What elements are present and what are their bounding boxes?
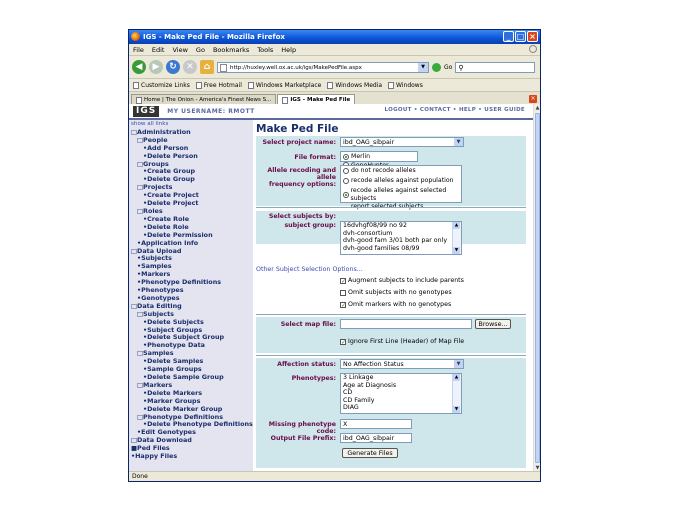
browser-window (128, 29, 541, 482)
sidebar-item[interactable]: •Create Project (143, 191, 199, 200)
divider (256, 207, 526, 208)
project-panel (256, 136, 526, 206)
sidebar-item[interactable]: •Delete Permission (143, 230, 213, 239)
missing-code-label: Missing phenotype code: (268, 421, 336, 435)
menu-bookmarks[interactable]: Bookmarks (212, 45, 250, 54)
navigation-toolbar (129, 56, 540, 79)
affection-select[interactable] (340, 359, 464, 369)
sidebar-item[interactable]: •Delete Project (143, 199, 199, 208)
bookmark-label: Windows Marketplace (255, 81, 322, 89)
sidebar-item[interactable]: •Marker Groups (143, 396, 201, 405)
sidebar-item[interactable]: •Delete Markers (143, 388, 203, 397)
sidebar-item[interactable]: •Delete Marker Group (143, 404, 223, 413)
close-tab-icon[interactable]: × (530, 95, 536, 102)
map-panel (256, 317, 526, 353)
recode-option-label: recode alleles against population (351, 177, 454, 184)
sidebar-item[interactable]: •Application Info (137, 238, 199, 247)
omit-markers-checkbox[interactable] (340, 301, 451, 308)
affection-value: No Affection Status (343, 361, 404, 368)
recode-label-line: frequency options: (269, 181, 336, 188)
sidebar-item[interactable]: •Subject Groups (143, 325, 203, 334)
sidebar-item[interactable]: □Projects (137, 183, 173, 192)
username-label: MY USERNAME: RMOTT (167, 107, 255, 115)
recode-label-line: Allele recoding and allele (267, 167, 336, 181)
list-item[interactable]: CD Family (343, 396, 375, 404)
recode-population-radio[interactable] (343, 177, 454, 185)
top-links[interactable]: LOGOUT • CONTACT • HELP • USER GUIDE (384, 107, 525, 113)
sidebar-item[interactable]: □Phenotype Definitions (137, 412, 224, 421)
throbber-icon (529, 45, 537, 53)
sidebar-item[interactable]: □Roles (137, 206, 163, 215)
site-header (129, 104, 533, 120)
page-icon (248, 82, 254, 89)
list-item[interactable]: 3 Linkage (343, 374, 374, 381)
project-value: ibd_OAG_sibpair (343, 139, 395, 146)
sidebar-item[interactable]: •Create Group (143, 167, 196, 176)
sidebar-item[interactable]: □Data Editing (131, 301, 182, 310)
close-button[interactable]: × (527, 31, 538, 42)
bookmark-item[interactable] (248, 82, 321, 89)
go-label[interactable]: Go (444, 63, 453, 71)
menu-file[interactable]: File (133, 45, 144, 54)
list-scrollbar[interactable] (452, 374, 461, 413)
menu-tools[interactable]: Tools (257, 45, 274, 54)
sidebar-item[interactable]: •Delete Subjects (143, 317, 204, 326)
firefox-icon (131, 32, 140, 41)
format-radio-group (340, 151, 418, 162)
stop-icon[interactable]: ✕ (183, 60, 197, 74)
bookmark-item[interactable] (327, 82, 382, 89)
recode-none-radio[interactable] (343, 167, 416, 175)
subject-group-label: subject group: (284, 222, 336, 229)
project-label: Select project name: (262, 139, 336, 146)
page-icon (388, 82, 394, 89)
prefix-label: Output File Prefix: (270, 435, 336, 442)
sidebar-item[interactable]: •Genotypes (137, 293, 180, 302)
minimize-button[interactable]: _ (503, 31, 514, 42)
scroll-up-icon[interactable]: ▲ (454, 223, 459, 228)
search-input[interactable] (455, 62, 535, 73)
sidebar-item[interactable]: ■Ped Files (131, 444, 170, 453)
sidebar-item[interactable]: •Subjects (137, 254, 172, 263)
window-title: IGS - Make Ped File - Mozilla Firefox (143, 33, 285, 41)
list-item[interactable]: dvh-good families 08/99 (343, 244, 420, 252)
page-icon (220, 64, 227, 72)
tab-label: Home | The Onion - America's Finest News S... (144, 97, 272, 103)
forward-arrow-icon[interactable]: ▶ (149, 60, 163, 74)
radio-dot (343, 154, 349, 160)
list-item[interactable]: CD (343, 389, 353, 397)
sidebar-item[interactable]: •Happy Files (131, 452, 178, 461)
scroll-up-icon[interactable]: ▲ (454, 375, 459, 380)
page-content (129, 104, 533, 472)
augment-parents-checkbox[interactable] (340, 277, 464, 284)
subject-group-list[interactable] (340, 221, 462, 255)
url-bar[interactable] (217, 62, 429, 73)
chevron-down-icon: ▼ (454, 138, 463, 146)
home-icon[interactable]: ⌂ (200, 60, 214, 74)
sidebar-item[interactable]: •Phenotypes (137, 286, 184, 295)
sidebar-item[interactable]: •Delete Subject Group (143, 333, 225, 342)
url-dropdown-icon[interactable]: ▼ (418, 63, 428, 72)
map-file-input[interactable] (340, 319, 472, 329)
menu-bar (129, 44, 540, 56)
sidebar-item[interactable]: •Delete Person (143, 151, 198, 160)
radio-dot (343, 178, 349, 184)
checkbox-label: Ignore First Line (Header) of Map File (348, 338, 465, 345)
sidebar-item[interactable]: •Delete Group (143, 175, 195, 184)
recode-subjects-radio[interactable] (343, 187, 459, 203)
list-item[interactable]: dvh-consortium (343, 229, 393, 237)
page-icon (136, 97, 142, 104)
merlin-label: Merlin (351, 153, 371, 160)
page-title: Make Ped File (256, 123, 339, 135)
phenotype-panel (256, 358, 526, 468)
sidebar-item[interactable]: •Phenotype Data (143, 341, 205, 350)
map-label: Select map file: (280, 321, 336, 328)
sidebar-item[interactable]: □Samples (137, 349, 174, 358)
page-icon (327, 82, 333, 89)
recode-label (256, 167, 336, 188)
radio-dot (343, 192, 349, 198)
checkbox-box (340, 290, 346, 296)
prefix-input[interactable]: ibd_OAG_sibpair (340, 433, 412, 443)
sidebar-item[interactable]: •Delete Sample Group (143, 373, 224, 381)
checkbox-label: Omit subjects with no genotypes (348, 289, 452, 296)
list-item[interactable]: dvh-good fam 3/01 both par only (343, 237, 448, 245)
other-selection-link[interactable]: Other Subject Selection Options... (256, 266, 363, 273)
page-scrollbar[interactable] (533, 104, 541, 472)
radio-dot (343, 168, 349, 174)
checkbox-label: Omit markers with no genotypes (348, 301, 452, 308)
bookmark-item[interactable] (196, 82, 242, 89)
recode-option-label: do not recode alleles (351, 167, 416, 174)
sidebar-item[interactable]: •Markers (137, 270, 171, 279)
page-icon (196, 82, 202, 89)
status-bar: Done (129, 471, 540, 481)
search-icon: ⚲ (458, 63, 464, 72)
scroll-down-icon[interactable]: ▼ (454, 248, 459, 253)
bookmark-item[interactable] (388, 82, 423, 89)
sidebar-item[interactable]: •Delete Samples (143, 357, 204, 366)
checkbox-label: Augment subjects to include parents (348, 277, 464, 284)
bookmark-label: Free Hotmail (203, 81, 242, 89)
missing-code-input[interactable]: X (340, 419, 412, 429)
maximize-button[interactable]: □ (516, 32, 525, 41)
sidebar-item[interactable]: □Data Upload (131, 246, 182, 255)
generate-files-button[interactable]: Generate Files (342, 448, 398, 458)
scroll-down-icon[interactable]: ▼ (535, 465, 540, 471)
checkbox-box: ✓ (341, 338, 347, 346)
omit-subjects-checkbox[interactable] (340, 289, 452, 296)
page-icon (133, 82, 139, 89)
sidebar-item[interactable]: □Groups (137, 159, 169, 168)
list-item[interactable]: Age at Diagnosis (343, 381, 397, 389)
scroll-up-icon[interactable]: ▲ (535, 105, 540, 111)
merlin-radio[interactable] (343, 153, 370, 160)
sidebar-item[interactable]: •Delete Phenotype Definitions (143, 420, 253, 429)
main-form (256, 120, 533, 472)
sidebar-item[interactable]: •Create Role (143, 214, 190, 223)
affection-label: Affection status: (277, 361, 336, 368)
reload-icon[interactable]: ↻ (166, 60, 180, 74)
list-scrollbar[interactable] (452, 222, 461, 254)
recode-radio-group (340, 165, 462, 203)
recode-option-label: recode alleles against selected subjects (350, 187, 447, 202)
sidebar-item[interactable]: □Administration (131, 127, 191, 136)
ignore-header-checkbox[interactable] (340, 338, 464, 345)
sidebar-item[interactable]: •Phenotype Definitions (137, 278, 222, 287)
list-item[interactable]: DIAG (343, 404, 359, 412)
bookmark-label: Windows (396, 81, 423, 89)
menu-view[interactable]: View (172, 45, 188, 54)
subjects-label: Select subjects by: (268, 213, 336, 220)
sidebar-item[interactable]: •Delete Role (143, 222, 189, 231)
page-icon (282, 97, 288, 104)
list-item[interactable]: 16dvhgf08/99 no 92 (343, 222, 407, 229)
sidebar-item[interactable]: •Add Person (143, 143, 189, 152)
menu-help[interactable]: Help (281, 45, 297, 54)
subjects-panel (256, 211, 526, 253)
sidebar-item[interactable]: □Subjects (137, 309, 174, 318)
divider (256, 355, 526, 356)
phenotypes-list[interactable] (340, 373, 462, 414)
bookmark-item[interactable] (133, 82, 190, 89)
igs-logo: IGS (133, 106, 159, 117)
title-bar (129, 30, 540, 44)
bookmark-label: Customize Links (141, 81, 190, 89)
menu-go[interactable]: Go (195, 45, 205, 54)
sidebar-item[interactable]: □Markers (137, 380, 173, 389)
browse-button[interactable]: Browse... (475, 319, 511, 329)
checkbox-box: ✓ (341, 277, 347, 285)
bookmark-label: Windows Media (335, 81, 383, 89)
sidebar-item[interactable]: □People (137, 135, 168, 144)
back-arrow-icon[interactable]: ◀ (132, 60, 146, 74)
show-all-links[interactable]: show all links (131, 121, 169, 127)
go-icon[interactable] (432, 63, 441, 72)
chevron-down-icon: ▼ (454, 360, 463, 368)
sidebar-item[interactable]: •Samples (137, 262, 172, 271)
sidebar-item[interactable]: •Sample Groups (143, 365, 202, 374)
divider (256, 314, 526, 315)
scrollbar-thumb[interactable] (535, 113, 540, 463)
bookmarks-toolbar (129, 79, 540, 92)
menu-edit[interactable]: Edit (151, 45, 165, 54)
sidebar-item[interactable]: •Edit Genotypes (137, 428, 196, 437)
phenotypes-label: Phenotypes: (291, 375, 336, 382)
project-select[interactable] (340, 137, 464, 147)
url-text: http://huxley.well.ox.ac.uk/igs/MakePedFile.aspx (230, 64, 362, 71)
format-label: File format: (294, 154, 336, 161)
checkbox-box: ✓ (341, 301, 347, 309)
scroll-down-icon[interactable]: ▼ (454, 407, 459, 412)
sidebar-item[interactable]: □Data Download (131, 436, 192, 445)
tab-label: IGS - Make Ped File (290, 97, 351, 103)
sidebar-nav (129, 120, 253, 472)
